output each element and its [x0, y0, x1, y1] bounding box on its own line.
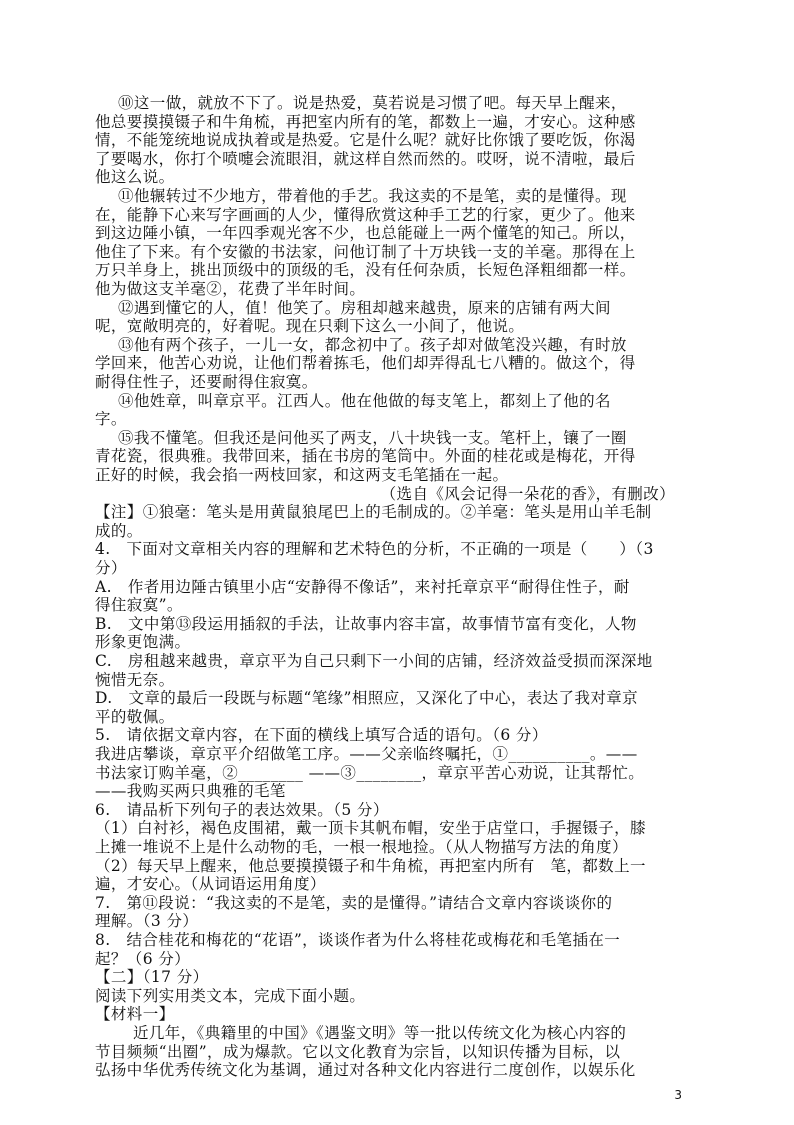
text-line: 他这么说。 — [95, 168, 175, 187]
text-line: 他住了下来。有个安徽的书法家，问他订制了十万块钱一支的羊毫。那得在上 — [95, 242, 636, 261]
text-line: 惋惜无奈。 — [95, 670, 175, 689]
text-line: 他总要摸摸镊子和牛角梳，再把室内所有的笔，都数上一遍，才安心。这种感 — [95, 112, 636, 131]
section-header: 【二】（17 分） — [95, 968, 209, 987]
text-line: 得住寂寞”。 — [95, 596, 183, 615]
text-line: ⑭他姓章，叫章京平。江西人。他在他做的每支笔上，都刻上了他的名 — [118, 391, 611, 410]
text-line: 呢，宽敞明亮的，好着呢。现在只剩下这么一小间了，他说。 — [95, 317, 525, 336]
text-line: ⑪他辗转过不少地方，带着他的手艺。我这卖的不是笔，卖的是懂得。现 — [118, 187, 627, 205]
source-citation: （选自《风会记得一朵花的香》，有删改） — [380, 484, 675, 503]
text-line: 上摊一堆说不上是什么动物的毛，一根一根地捡。（从人物描写方法的角度） — [95, 838, 628, 856]
question-4: 4. 下面对文章相关内容的理解和艺术特色的分析，不正确的一项是（ ）（3 — [95, 540, 654, 559]
question-8: 8. 结合桂花和梅花的“花语”，谈谈作者为什么将桂花或梅花和毛笔插在一 — [95, 931, 621, 949]
option-b: B. 文中第⑬段运用插叙的手法，让故事内容丰富，故事情节富有变化，人物 — [95, 614, 637, 633]
text-line: 遍，才安心。（从词语运用角度） — [95, 875, 326, 894]
text-line: ⑮我不懂笔。但我还是问他买了两支，八十块钱一支。笔杆上，镶了一圈 — [118, 428, 627, 447]
text-line: 了要喝水，你打个喷嚏会流眼泪，就这样自然而然的。哎呀，说不清啦，最后 — [95, 149, 636, 168]
page-number: 3 — [674, 1088, 682, 1102]
text-line: 近几年，《典籍里的中国》《遇鉴文明》等一批以传统文化为核心内容的 — [133, 1024, 627, 1042]
text-line: 学回来，他苦心劝说，让他们帮着拣毛，他们却弄得乱七八糟的。做这个，得 — [95, 354, 636, 373]
question-5: 5. 请依据文章内容，在下面的横线上填写合适的语句。（6 分） — [95, 726, 548, 745]
text-line: 节目频频“出圈”，成为爆款。它以文化教育为宗旨，以知识传播为目标，以 — [95, 1042, 621, 1061]
instruction: 阅读下列实用类文本，完成下面小题。 — [95, 986, 366, 1005]
option-d: D. 文章的最后一段既与标题“笔缘”相照应，又深化了中心，表达了我对章京 — [95, 689, 639, 708]
footnote: 成的。 — [95, 521, 143, 540]
footnote: 【注】①狼毫：笔头是用黄鼠狼尾巴上的毛制成的。②羊毫：笔头是用山羊毛制 — [95, 503, 652, 522]
text-line: 正好的时候，我会掐一两枝回家，和这两支毛笔插在一起。 — [95, 466, 509, 484]
text-line: 理解。（3 分） — [95, 912, 199, 931]
text-line: 我进店攀谈，章京平介绍做笔工序。——父亲临终嘱托，①__________。—— — [95, 745, 638, 763]
text-line: ——我购买两只典雅的毛笔 — [95, 782, 286, 801]
question-7: 7. 第⑪段说：“我这卖的不是笔，卖的是懂得。”请结合文章内容谈谈你的 — [95, 893, 613, 912]
text-line: 书法家订购羊毫，②________ ——③________，章京平苦心劝说，让其帮忙。 — [95, 763, 645, 782]
text-line: 形象更饱满。 — [95, 633, 191, 652]
text-line: 他为做这支羊毫②，花费了半年时间。 — [95, 280, 366, 298]
text-line: ⑩这一做，就放不下了。说是热爱，莫若说是习惯了吧。每天早上醒来， — [118, 94, 627, 112]
option-c: C. 房租越来越贵，章京平为自己只剩下一小间的店铺，经济效益受损而深深地 — [95, 652, 653, 670]
text-line: （2）每天早上醒来，他总要摸摸镊子和牛角梳，再把室内所有 笔，都数上一 — [95, 856, 646, 875]
text-line: 弘扬中华优秀传统文化为基调，通过对各种文化内容进行二度创作，以娱乐化 — [95, 1061, 636, 1080]
text-line: （1）白衬衫，褐色皮围裙，戴一顶卡其帆布帽，安坐于店堂口，手握镊子，膝 — [95, 819, 646, 838]
text-line: 字。 — [95, 410, 127, 429]
text-line: 青花瓷，很典雅。我带回来，插在书房的笔筒中。外面的桂花或是梅花，开得 — [95, 447, 636, 466]
text-line: 耐得住性子，还要耐得住寂寞。 — [95, 373, 318, 391]
text-line: 万只羊身上，挑出顶级中的顶级的毛，没有任何杂质，长短色泽粗细都一样。 — [95, 261, 636, 280]
text-line: 情，不能笼统地说成执着或是热爱。它是什么呢？就好比你饿了要吃饭，你渴 — [95, 131, 636, 150]
text-line: 平的敬佩。 — [95, 707, 175, 726]
text-line: 到这边陲小镇，一年四季观光客不少，也总能碰上一两个懂笔的知己。所以， — [95, 224, 636, 243]
text-line: 分） — [95, 559, 127, 577]
material-label: 【材料一】 — [95, 1005, 175, 1024]
text-line: 起？（6 分） — [95, 949, 191, 968]
text-line: 在，能静下心来写字画画的人少，懂得欣赏这种手工艺的行家，更少了。他来 — [95, 205, 636, 224]
text-line: ⑫遇到懂它的人，值！他笑了。房租却越来越贵，原来的店铺有两大间 — [118, 298, 611, 317]
option-a: A. 作者用边陲古镇里小店“安静得不像话”，来衬托章京平“耐得住性子，耐 — [95, 577, 630, 596]
text-line: ⑬他有两个孩子，一儿一女，都念初中了。孩子却对做笔没兴趣，有时放 — [118, 335, 627, 354]
question-6: 6. 请品析下列句子的表达效果。（5 分） — [95, 800, 389, 819]
